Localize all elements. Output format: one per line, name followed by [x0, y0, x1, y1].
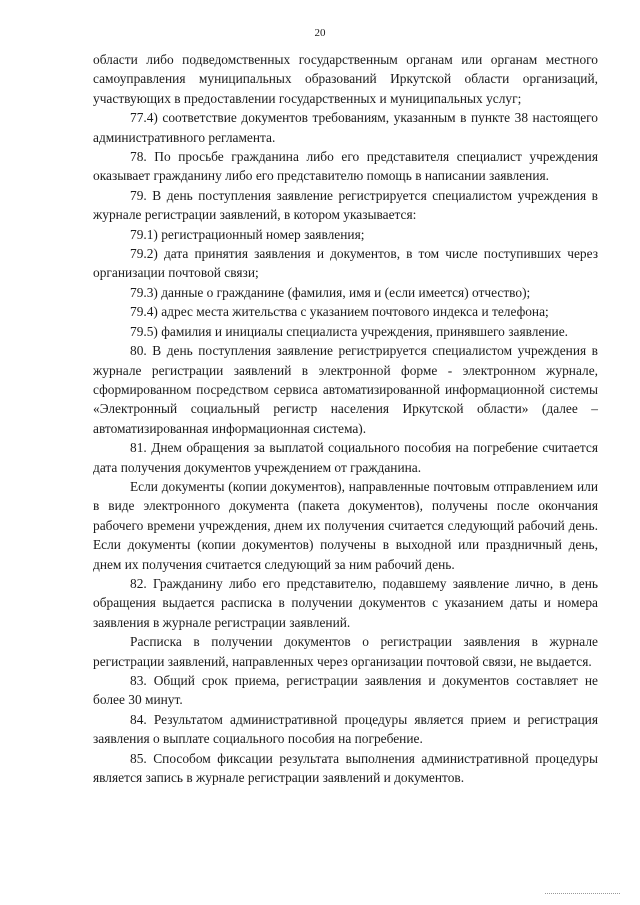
- paragraph-79-1: 79.1) регистрационный номер заявления;: [130, 226, 365, 242]
- paragraph-79-3: 79.3) данные о гражданине (фамилия, имя и (если имеется) отчество);: [130, 284, 531, 300]
- page-number: 20: [314, 27, 326, 39]
- paragraph-79: 79. В день поступления заявление регистрируется специалистом учреждения в журнале регистрации заявлений, в котором указывается:: [93, 187, 598, 223]
- paragraph-83: 83. Общий срок приема, регистрации заявления и документов составляет не более 30 минут.: [93, 673, 598, 708]
- paragraph-79-2: 79.2) дата принятия заявления и документов, в том числе поступивших через организации почтовой связи;: [93, 246, 598, 281]
- paragraph-82: 82. Гражданину либо его представителю, подавшему заявление лично, в день обращения выдается расписка в получении документов с указанием даты и номера заявления в журнале регистрации заявлений.: [93, 575, 598, 630]
- scan-artifact-dots: [545, 893, 620, 895]
- paragraph-81: 81. Днем обращения за выплатой социального пособия на погребение считается дата получения документов учреждением от гражданина.: [93, 440, 598, 475]
- paragraph-continuation: области либо подведомственных государственным органам или органам местного самоуправления муниципальных образований Иркутской области организаций, участвующих в предоставлении государственных и муниципальных услуг;: [93, 52, 598, 106]
- paragraph-85: 85. Способом фиксации результата выполнения административной процедуры является запись в журнале регистрации заявлений и документов.: [93, 750, 598, 786]
- paragraph-79-5: 79.5) фамилия и инициалы специалиста учреждения, принявшего заявление.: [130, 323, 569, 339]
- paragraph-77-4: 77.4) соответствие документов требованиям, указанным в пункте 38 настоящего административного регламента.: [93, 110, 598, 145]
- paragraph-79-4: 79.4) адрес места жительства с указанием почтового индекса и телефона;: [130, 304, 549, 320]
- paragraph-80: 80. В день поступления заявление регистрируется специалистом учреждения в журнале регистрации заявлений в электронной форме - электронном журнале, сформированном посредством сервиса автоматизированной информационной системы «Электронный социальный регистр населения Иркутской области» (далее – автоматизированная информационная система).: [93, 343, 598, 436]
- paragraph-84: 84. Результатом административной процедуры является прием и регистрация заявления о выплате социального пособия на погребение.: [93, 711, 598, 747]
- document-body: [93, 50, 598, 787]
- paragraph-78: 78. По просьбе гражданина либо его представителя специалист учреждения оказывает гражданину либо его представителю помощь в написании заявления.: [93, 149, 598, 184]
- paragraph-82-note: Расписка в получении документов о регистрации заявления в журнале регистрации заявлений, направленных через организации почтовой связи, не выдается.: [93, 634, 598, 669]
- paragraph-81-note: Если документы (копии документов), направленные почтовым отправлением или в виде электронного документа (пакета документов), получены после окончания рабочего времени учреждения, днем их получения считается следующий рабочий день. Если документы (копии документов) получены в выходной или праздничный день, днем их получения считается следующий за ним рабочий день.: [93, 478, 598, 572]
